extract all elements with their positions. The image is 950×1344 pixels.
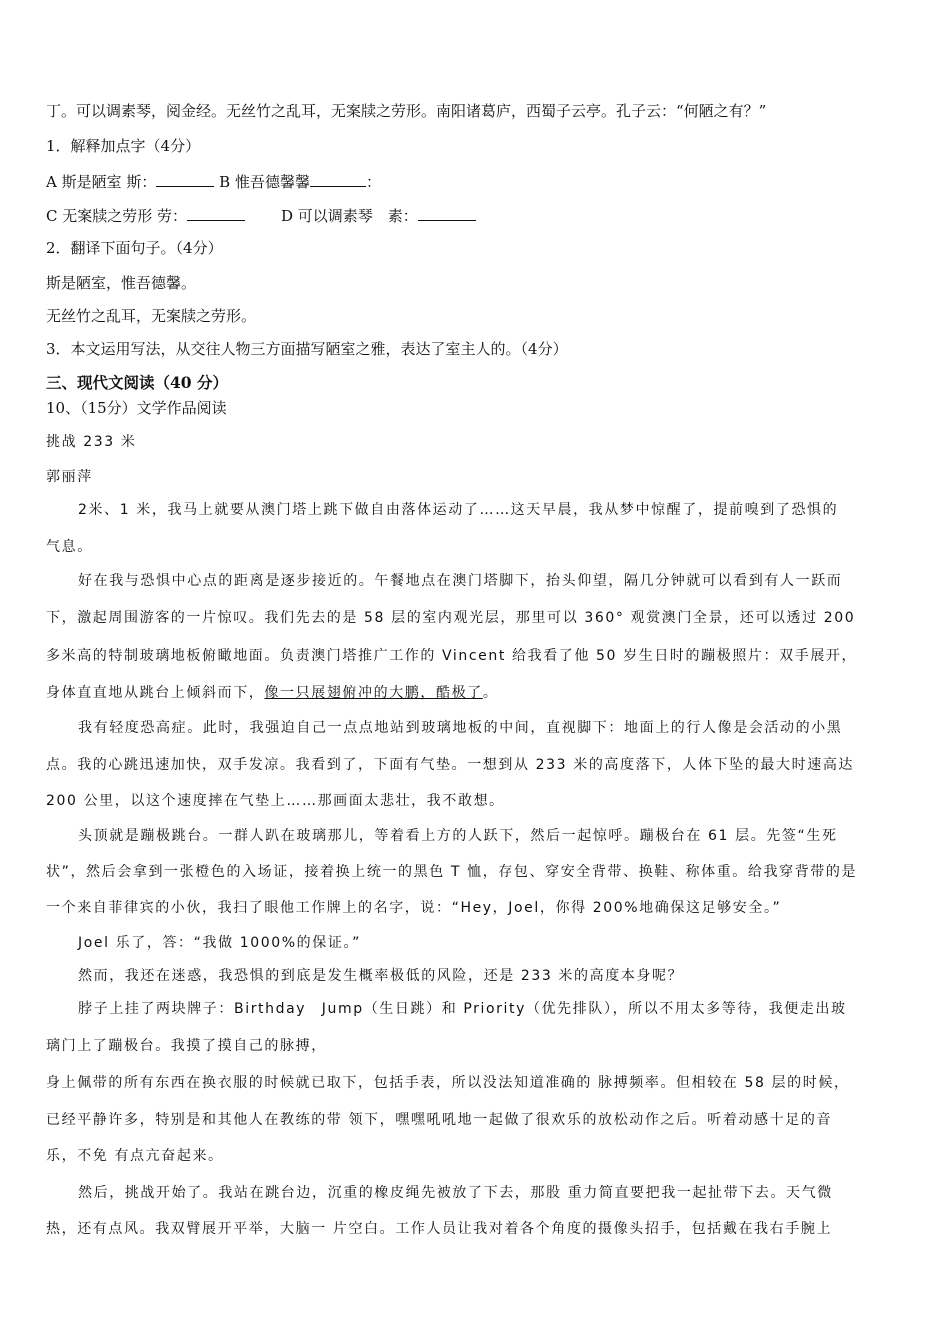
paragraph-2-line-4-pre: 身体直直地从跳台上倾斜而下，: [46, 685, 265, 701]
option-c-label: C 无案牍之劳形 劳：: [46, 207, 188, 225]
paragraph-2-line-1: 好在我与恐惧中心点的距离是逐步接近的。午餐地点在澳门塔脚下，抬头仰望，隔几分钟就可以看到有人一跃而: [78, 573, 843, 589]
question-2-sentence-2: 无丝竹之乱耳，无案牍之劳形。: [46, 307, 257, 325]
paragraph-3-line-2: 点。我的心跳迅速加快，双手发凉。我看到了，下面有气垫。一想到从 233 米的高度落下，人体下坠的最大时速高达: [46, 757, 855, 773]
question-3: 3．本文运用写法，从交往人物三方面描写陋室之雅，表达了室主人的。（4分）: [46, 340, 568, 358]
paragraph-3-line-3: 200 公里，以这个速度摔在气垫上……那画面太悲壮，我不敢想。: [46, 793, 505, 809]
paragraph-2-line-2: 下，激起周围游客的一片惊叹。我们先去的是 58 层的室内观光层，那里可以 360° 观赏澳门全景，还可以透过 200: [46, 610, 856, 626]
answer-blank-a[interactable]: [156, 172, 214, 187]
paragraph-8-line-2: 已经平静许多，特别是和其他人在教练的带 领下，嘿嘿吼吼地一起做了很欢乐的放松动作之后。听着动感十足的音: [46, 1112, 833, 1128]
article-author: 郭丽萍: [46, 469, 93, 485]
question-1-row-ab: [46, 172, 381, 192]
paragraph-9-line-2: 热，还有点风。我双臂展开平举，大脑一 片空白。工作人员让我对着各个角度的摄像头招手，包括戴在我右手腕上: [46, 1221, 833, 1237]
paragraph-1-line-2: 气息。: [46, 539, 93, 555]
paragraph-1-line-1: 2米、1 米，我马上就要从澳门塔上跳下做自由落体运动了……这天早晨，我从梦中惊醒了，提前嗅到了恐惧的: [78, 502, 839, 518]
paragraph-4-line-3: 一个来自菲律宾的小伙，我扫了眼他工作牌上的名字，说：“Hey，Joel，你得 200%地确保这足够安全。”: [46, 900, 782, 916]
paragraph-2-line-3: 多米高的特制玻璃地板俯瞰地面。负责澳门塔推广工作的 Vincent 给我看了他 50 岁生日时的蹦极照片：双手展开，: [46, 648, 858, 664]
paragraph-9-line-1: 然后，挑战开始了。我站在跳台边，沉重的橡皮绳先被放了下去，那股 重力简直要把我一起扯带下去。天气微: [78, 1185, 833, 1201]
option-d-label: D 可以调素琴 素：: [281, 207, 418, 225]
paragraph-5: Joel 乐了，答：“我做 1000%的保证。”: [78, 935, 361, 951]
answer-blank-c[interactable]: [187, 206, 245, 221]
question-1-title: 1．解释加点字（4分）: [46, 137, 201, 155]
paragraph-2-line-4: [46, 683, 498, 703]
classical-line-top: 丁。可以调素琴，阅金经。无丝竹之乱耳，无案牍之劳形。南阳诸葛庐，西蜀子云亭。孔子云：“何陋之有？”: [46, 102, 767, 120]
question-1-row-cd: [46, 206, 476, 226]
paragraph-7-line-1: 脖子上挂了两块牌子：Birthday Jump（生日跳）和 Priority（优先排队），所以不用太多等待，我便走出玻: [78, 1001, 847, 1017]
answer-blank-d[interactable]: [418, 206, 476, 221]
paragraph-6: 然而，我还在迷惑，我恐惧的到底是发生概率极低的风险，还是 233 米的高度本身呢？: [78, 968, 684, 984]
question-2-sentence-1: 斯是陋室，惟吾德馨。: [46, 274, 197, 292]
question-10-heading: 10、（15分）文学作品阅读: [46, 399, 227, 417]
paragraph-7-line-2: 璃门上了蹦极台。我摸了摸自己的脉搏，: [46, 1038, 327, 1054]
question-2-title: 2．翻译下面句子。（4分）: [46, 239, 223, 257]
paragraph-8-line-1: 身上佩带的所有东西在换衣服的时候就已取下，包括手表，所以没法知道准确的 脉搏频率。但相较在 58 层的时候，: [46, 1075, 850, 1091]
section-heading: 三、现代文阅读（40 分）: [46, 373, 228, 392]
paragraph-4-line-2: 状”，然后会拿到一张橙色的入场证，接着换上统一的黑色 T 恤，存包、穿安全背带、换鞋、称体重。给我穿背带的是: [46, 864, 858, 880]
paragraph-8-line-3: 乐，不免 有点亢奋起来。: [46, 1148, 224, 1164]
answer-blank-b[interactable]: [310, 172, 366, 187]
option-b-end: ：: [365, 173, 381, 191]
article-title: 挑战 233 米: [46, 434, 137, 450]
paragraph-4-line-1: 头顶就是蹦极跳台。一群人趴在玻璃那儿，等着看上方的人跃下，然后一起惊呼。蹦极台在 61 层。先签“生死: [78, 828, 838, 844]
paragraph-3-line-1: 我有轻度恐高症。此时，我强迫自己一点点地站到玻璃地板的中间，直视脚下：地面上的行人像是会活动的小黑: [78, 720, 843, 736]
option-a-label: A 斯是陋室 斯：: [46, 173, 157, 191]
underlined-phrase: 像一只展翅俯冲的大鹏，酷极了: [264, 685, 483, 701]
paragraph-2-line-4-post: 。: [482, 685, 499, 701]
option-b-label: B 惟吾德馨馨: [219, 173, 310, 191]
